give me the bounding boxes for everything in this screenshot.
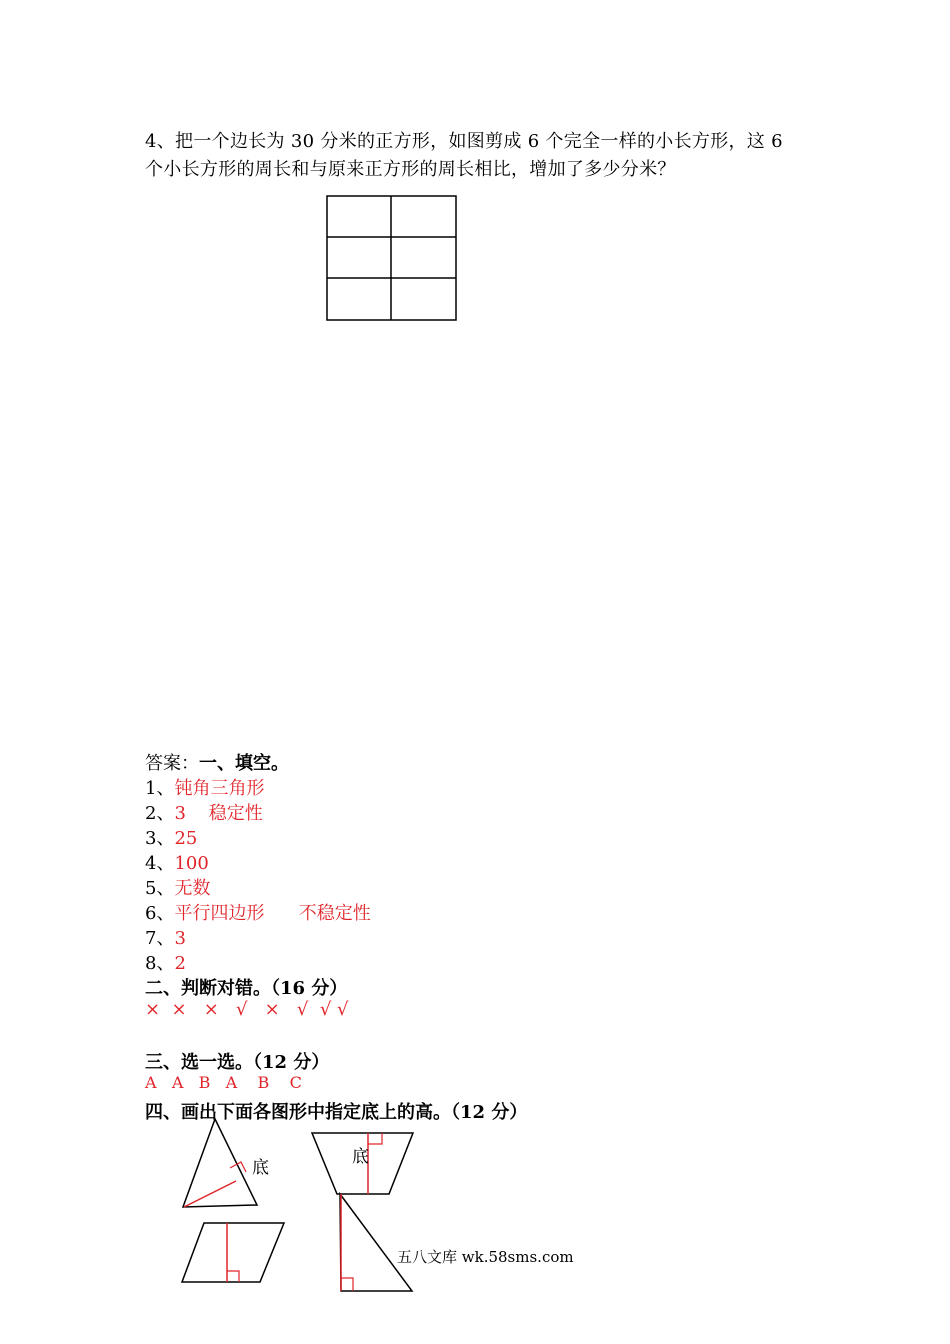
section2-title: 二、判断对错。（16 分） [145,978,348,999]
answers-prefix: 答案： [145,753,199,774]
fill-num: 2、 [145,803,175,824]
square-grid-figure [326,195,458,322]
triangle-figure [181,1118,261,1210]
fill-num: 3、 [145,828,175,849]
fill-ans: 25 [174,828,198,849]
trapezoid-base-label: 底 [352,1147,369,1167]
question4-line2: 个小长方形的周长和与原来正方形的周长相比，增加了多少分米？ [145,159,676,180]
section3-title: 三、选一选。（12 分） [145,1052,330,1073]
fill-num: 4、 [145,853,175,874]
fill-num: 6、 [145,903,175,924]
right-triangle-figure [338,1192,414,1294]
fill-answer-4 [145,849,209,875]
fill-ans: 钝角三角形 [174,778,265,799]
section2-answers: × × × √ × √ √ √ [145,999,349,1020]
fill-answer-3 [145,824,197,850]
fill-ans: 3 稳定性 [174,803,263,824]
fill-answer-5 [145,874,210,900]
watermark-text: 五八文库 wk.58sms.com [397,1248,574,1266]
triangle-base-label: 底 [252,1158,269,1178]
fill-num: 8、 [145,953,175,974]
fill-ans: 2 [174,953,186,974]
fill-num: 1、 [145,778,175,799]
fill-answer-1 [145,774,264,800]
parallelogram-figure [180,1221,286,1285]
fill-answer-8 [145,949,186,975]
question4-line1: 4、把一个边长为 30 分米的正方形，如图剪成 6 个完全一样的小长方形，这 6 [145,131,783,152]
section1-title: 一、填空。 [199,753,289,774]
answers-heading [145,749,289,775]
fill-ans: 无数 [174,878,211,899]
fill-answer-2 [145,799,263,825]
fill-answer-7 [145,924,186,950]
fill-num: 7、 [145,928,175,949]
fill-answer-6 [145,899,371,925]
fill-num: 5、 [145,878,175,899]
section4-title: 四、画出下面各图形中指定底上的高。（12 分） [145,1102,528,1123]
fill-ans: 100 [174,853,209,874]
fill-ans: 3 [174,928,186,949]
section3-answers: A A B A B C [145,1073,302,1092]
fill-ans: 平行四边形 不稳定性 [174,903,371,924]
